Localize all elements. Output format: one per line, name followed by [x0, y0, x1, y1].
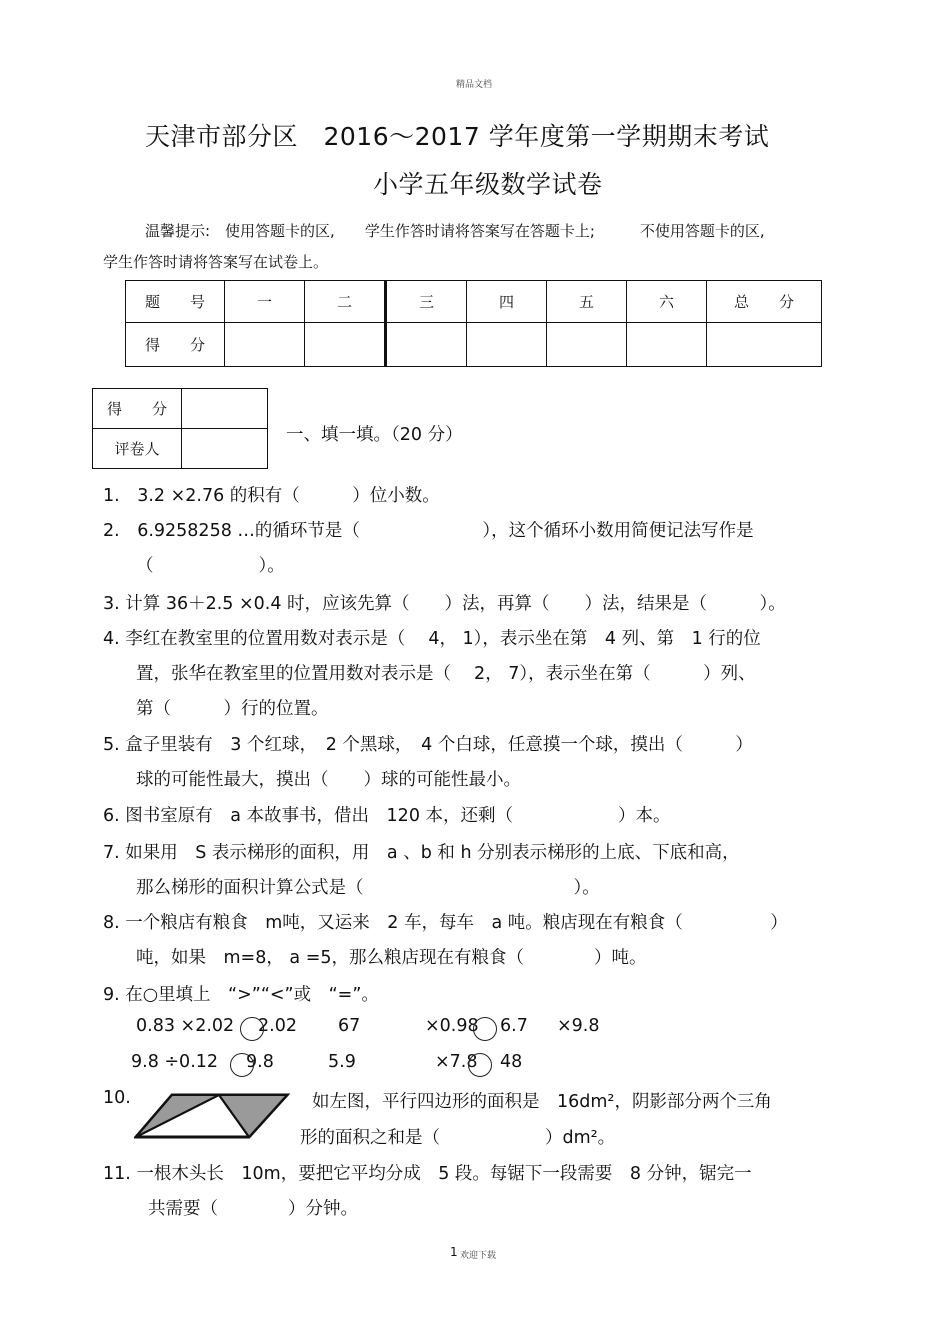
question-1: 1. 3.2 ×2.76 的积有（ ）位小数。 [103, 486, 440, 506]
question-4-line-2: 置，张华在教室里的位置用数对表示是（ 2， 7），表示坐在第（ ）列、 [136, 664, 756, 684]
tip-line-1: 温馨提示: 使用答题卡的区, 学生作答时请将答案写在答题卡上; 不使用答题卡的区, [145, 222, 765, 240]
compare-3-left: 9.8 ÷0.12 [131, 1052, 219, 1072]
question-5-line-1: 5. 盒子里装有 3 个红球， 2 个黑球， 4 个白球，任意摸一个球，摸出（ ） [103, 735, 753, 755]
score-header-1: 一 [225, 281, 305, 323]
question-9: 9. 在○里填上 “>”“<”或 “=”。 [103, 985, 379, 1005]
score-table [125, 280, 822, 367]
question-11-line-2: 共需要（ ）分钟。 [148, 1199, 358, 1219]
tip-line-2: 学生作答时请将答案写在试卷上。 [103, 253, 329, 271]
question-4-line-3: 第（ ）行的位置。 [136, 699, 329, 719]
compare-circle[interactable] [468, 1053, 492, 1077]
question-11-line-1: 11. 一根木头长 10m，要把它平均分成 5 段。每锯下一段需要 8 分钟，锯完一 [103, 1164, 752, 1184]
question-10-line-1: 如左图，平行四边形的面积是 16dm²，阴影部分两个三角 [312, 1092, 772, 1112]
footer-note: 欢迎下载 [460, 1251, 497, 1261]
compare-4-mult: ×7.8 [435, 1052, 478, 1072]
question-7-line-2: 那么梯形的面积计算公式是（ ）。 [136, 878, 600, 898]
score-cell [386, 323, 467, 367]
score-row-label: 得 分 [126, 323, 225, 367]
question-8-line-1: 8. 一个粮店有粮食 m吨，又运来 2 车，每车 a 吨。粮店现在有粮食（ ） [103, 913, 788, 933]
compare-2-right: 6.7 [500, 1016, 528, 1036]
grader-table [92, 388, 268, 469]
score-cell [225, 323, 305, 367]
score-cell [627, 323, 707, 367]
compare-1-left: 0.83 ×2.02 [136, 1016, 235, 1036]
question-10-number: 10. [103, 1088, 131, 1108]
question-5-line-2: 球的可能性最大，摸出（ ）球的可能性最小。 [136, 770, 521, 790]
compare-circle[interactable] [473, 1017, 497, 1041]
grader-name-label: 评卷人 [93, 429, 182, 469]
page-number: 1 [450, 1245, 458, 1259]
question-10-line-2: 形的面积之和是（ ）dm²。 [300, 1128, 616, 1148]
compare-4-right: 48 [500, 1052, 523, 1072]
question-6: 6. 图书室原有 a 本故事书，借出 120 本，还剩（ ）本。 [103, 806, 671, 826]
header-note: 精品文档 [456, 80, 493, 90]
section-1-title: 一、填一填。（20 分） [286, 425, 463, 445]
score-cell [305, 323, 386, 367]
score-cell [707, 323, 822, 367]
question-2-line-2: （ ）。 [136, 556, 285, 576]
question-2-line-1: 2. 6.9258258 …的循环节是（ ），这个循环小数用简便记法写作是 [103, 521, 754, 541]
exam-title: 天津市部分区 2016～2017 学年度第一学期期末考试 [145, 122, 770, 151]
compare-3-right: 9.8 [246, 1052, 274, 1072]
compare-2-mult: ×0.98 [425, 1016, 479, 1036]
compare-1-right: 2.02 [258, 1016, 297, 1036]
exam-subtitle: 小学五年级数学试卷 [373, 170, 603, 199]
question-3: 3. 计算 36＋2.5 ×0.4 时，应该先算（ ）法，再算（ ）法，结果是（ ）。 [103, 594, 786, 614]
score-cell [547, 323, 627, 367]
score-cell [467, 323, 547, 367]
question-8-line-2: 吨，如果 m=8， a =5，那么粮店现在有粮食（ ）吨。 [136, 948, 647, 968]
score-header-4: 四 [467, 281, 547, 323]
score-header-label: 题 号 [126, 281, 225, 323]
parallelogram-figure [134, 1092, 294, 1142]
score-header-3: 三 [386, 281, 467, 323]
grader-name-cell [182, 429, 268, 469]
compare-2-extra: ×9.8 [557, 1016, 600, 1036]
grader-score-label: 得 分 [93, 389, 182, 429]
question-7-line-1: 7. 如果用 S 表示梯形的面积，用 a 、b 和 h 分别表示梯形的上底、下底和高， [103, 843, 740, 863]
grader-score-cell [182, 389, 268, 429]
question-4-line-1: 4. 李红在教室里的位置用数对表示是（ 4， 1），表示坐在第 4 列、第 1 行的位 [103, 629, 761, 649]
score-header-5: 五 [547, 281, 627, 323]
score-header-total: 总 分 [707, 281, 822, 323]
compare-4-left: 5.9 [328, 1052, 356, 1072]
compare-2-left: 67 [338, 1016, 361, 1036]
score-header-2: 二 [305, 281, 386, 323]
score-header-6: 六 [627, 281, 707, 323]
